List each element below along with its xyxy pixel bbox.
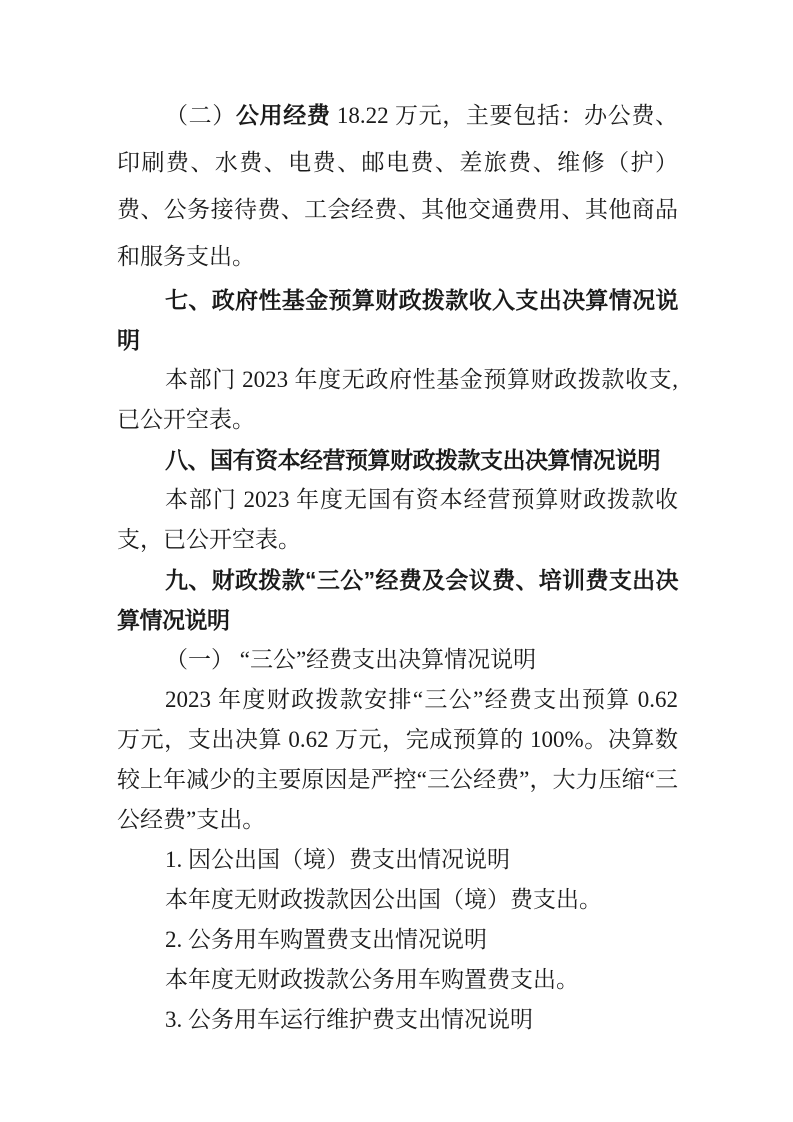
paragraph-subheading — [117, 640, 678, 680]
text-segment: 1. 因公出国（境）费支出情况说明 — [165, 847, 510, 872]
text-segment: 18.22 万元，主要包括：办公费、印刷费、水费、电费、邮电费、差旅费、维修（护）费、公务接待费、工会经费、其他交通费用、其他商品和服务支出。 — [117, 103, 679, 269]
text-segment: 2023 年度财政拨款安排“三公”经费支出预算 0.62 万元，支出决算 0.62 万元，完成预算的 100%。决算数较上年减少的主要原因是严控“三公经费”，大力压缩“三公经费”支出。 — [117, 687, 678, 832]
paragraph-heading — [117, 440, 678, 480]
paragraph-body — [117, 880, 678, 920]
paragraph-body — [117, 360, 678, 440]
text-segment: 3. 公务用车运行维护费支出情况说明 — [165, 1007, 533, 1032]
text-segment: 本年度无财政拨款公务用车购置费支出。 — [165, 967, 579, 992]
text-segment: 八、国有资本经营预算财政拨款支出决算情况说明 — [165, 447, 660, 473]
paragraph-body — [117, 960, 678, 1000]
paragraph-heading — [117, 280, 678, 360]
document-content — [117, 92, 678, 1040]
text-segment: 本年度无财政拨款因公出国（境）费支出。 — [165, 887, 602, 912]
text-segment: 公用经费 — [235, 103, 331, 128]
text-segment: 本部门 2023 年度无国有资本经营预算财政拨款收支，已公开空表。 — [117, 487, 678, 552]
paragraph-numbered — [117, 840, 678, 880]
paragraph-body — [117, 680, 678, 840]
text-segment: 七、政府性基金预算财政拨款收入支出决算情况说明 — [117, 287, 678, 353]
text-segment: 2. 公务用车购置费支出情况说明 — [165, 927, 487, 952]
paragraph-body-first — [117, 92, 678, 280]
text-segment: 本部门 2023 年度无政府性基金预算财政拨款收支,已公开空表。 — [117, 367, 678, 432]
paragraph-numbered — [117, 920, 678, 960]
text-segment: （二） — [165, 103, 236, 128]
text-segment: 九、财政拨款“三公”经费及会议费、培训费支出决算情况说明 — [117, 567, 678, 633]
paragraph-numbered — [117, 1000, 678, 1040]
paragraph-body — [117, 480, 678, 560]
text-segment: （一） “三公”经费支出决算情况说明 — [165, 647, 537, 672]
paragraph-heading — [117, 560, 678, 640]
